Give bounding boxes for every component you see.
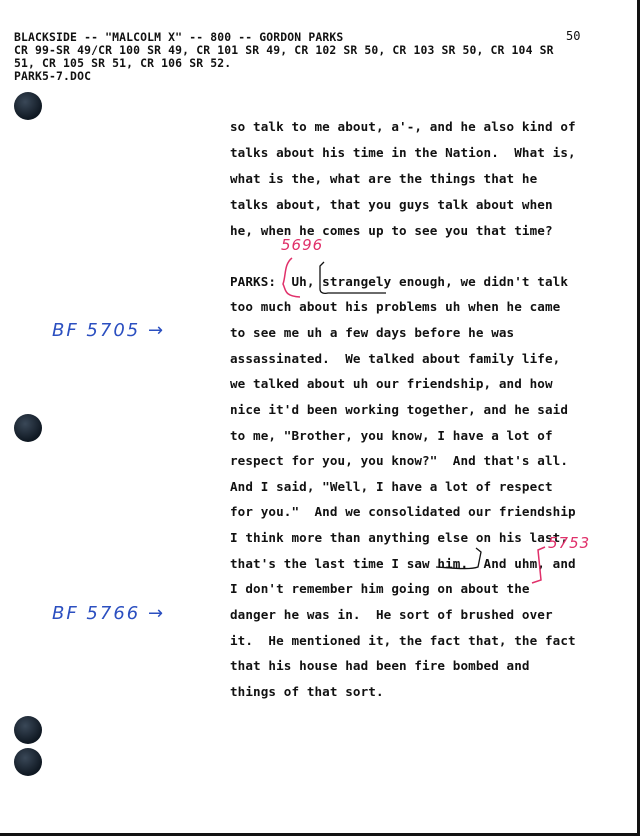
transcript-line: for you." And we consolidated our friendship <box>230 504 576 519</box>
transcript-line: that his house had been fire bombed and <box>230 658 530 673</box>
transcript-line: to see me uh a few days before he was <box>230 325 515 340</box>
handwritten-timecode-5753: 5753 <box>548 534 591 552</box>
transcript-line: assassinated. We talked about family life, <box>230 351 561 366</box>
transcript-line: danger he was in. He sort of brushed over <box>230 607 553 622</box>
transcript-line: that's the last time I saw him. And uhm, and <box>230 556 576 571</box>
transcript-line: I don't remember him going on about the <box>230 581 530 596</box>
transcript-line: to me, "Brother, you know, I have a lot of <box>230 428 553 443</box>
red-bracket-mark <box>283 258 300 297</box>
transcript-line: talks about, that you guys talk about when <box>230 197 553 212</box>
transcript-line: he, when he comes up to see you that time? <box>230 223 553 238</box>
transcript-line: things of that sort. <box>230 684 384 699</box>
transcript-line: nice it'd been working together, and he said <box>230 402 569 417</box>
page-number: 50 <box>566 29 581 43</box>
header-line-2: CR 99-SR 49/CR 100 SR 49, CR 101 SR 49, CR 102 SR 50, CR 103 SR 50, CR 104 SR <box>14 43 554 57</box>
transcript-line: so talk to me about, a'-, and he also kind of <box>230 119 576 134</box>
black-bracket-mark <box>320 262 386 293</box>
transcript-line: we talked about uh our friendship, and how <box>230 376 553 391</box>
transcript-line: respect for you, you know?" And that's all. <box>230 453 569 468</box>
handwritten-bf-5705: BF 5705 → <box>52 320 166 341</box>
handwritten-timecode-5696: 5696 <box>281 236 324 254</box>
transcript-line: what is the, what are the things that he <box>230 171 538 186</box>
transcript-line: talks about his time in the Nation. What is, <box>230 145 576 160</box>
header-line-4: PARK5-7.DOC <box>14 69 92 83</box>
transcript-line: too much about his problems uh when he came <box>230 299 561 314</box>
red-bracket-mark <box>532 547 545 583</box>
transcript-line: PARKS: Uh, strangely enough, we didn't talk <box>230 274 569 289</box>
handwritten-bf-5766: BF 5766 → <box>52 603 166 624</box>
black-bracket-mark <box>436 548 481 569</box>
transcript-line: I think more than anything else on his last, <box>230 530 569 545</box>
header-line-3: 51, CR 105 SR 51, CR 106 SR 52. <box>14 56 232 70</box>
transcript-line: it. He mentioned it, the fact that, the fact <box>230 633 576 648</box>
transcript-line: And I said, "Well, I have a lot of respect <box>230 479 553 494</box>
header-line-1: BLACKSIDE -- "MALCOLM X" -- 800 -- GORDON PARKS <box>14 30 344 44</box>
